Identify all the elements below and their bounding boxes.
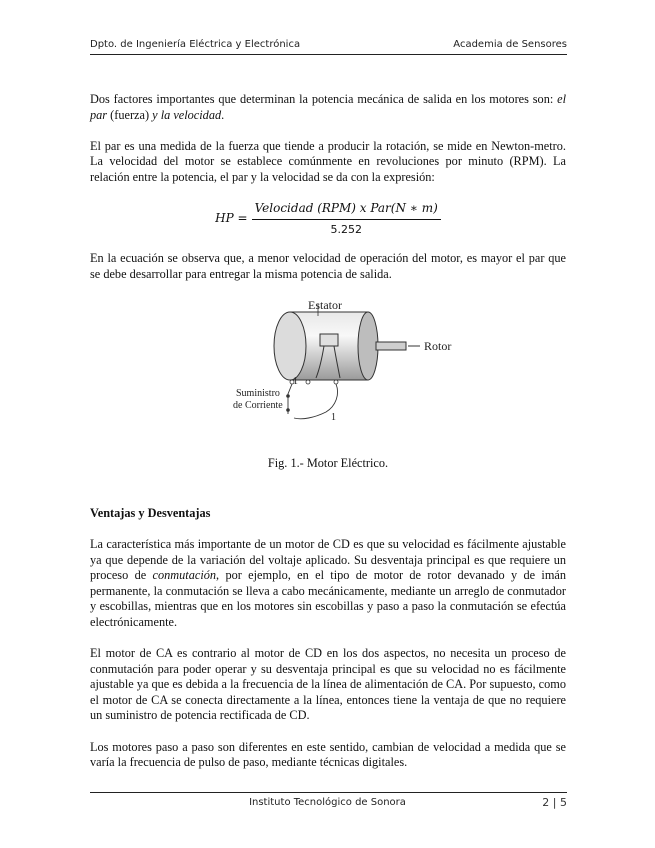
equation-numerator: Velocidad (RPM) x Par(N ∗ m) [252, 201, 441, 220]
label-supply-1: Suministro [236, 388, 280, 400]
paragraph-factors: Dos factores importantes que determinan la potencia mecánica de salida en los motores son: el par (fuerza) y la velocidad. [90, 92, 566, 122]
label-supply-2: de Corriente [233, 400, 283, 412]
page-header [90, 38, 567, 54]
paragraph-dc-motor: La característica más importante de un motor de CD es que su velocidad es fácilmente ajustable ya que depende de la variación del voltaje aplicado. Su desventaja principal es que requiere un proceso de conmutación, por ejemplo, en el tipo de motor de rotor devanado y de imán permanente, la conmutación se lleva a cabo mecánicamente, mediante un arreglo de conmutador y escobillas, mientras que en los motores sin escobillas y paso a paso la conmutación se efectúa electrónicamente. [90, 536, 566, 629]
equation-lhs: HP = [215, 211, 248, 226]
power-equation [90, 201, 566, 237]
equation-fraction [252, 201, 441, 237]
rotor-shaft [376, 342, 406, 350]
footer-institute: Instituto Tecnológico de Sonora [249, 797, 406, 808]
document-body [90, 92, 566, 786]
motor-figure [90, 298, 566, 444]
footer-rule [90, 792, 567, 793]
equation-denominator: 5.252 [330, 222, 362, 236]
motor-end-cap [274, 312, 306, 380]
page-number: 2 | 5 [542, 796, 567, 809]
commutator-box [320, 334, 338, 346]
header-rule [90, 54, 567, 55]
section-title: Ventajas y Desventajas [90, 505, 211, 520]
motor-back-cap [358, 312, 378, 380]
label-rotor: Rotor [424, 339, 452, 354]
figure-caption: Fig. 1.- Motor Eléctrico. [267, 456, 389, 471]
paragraph-ac-motor: El motor de CA es contrario al motor de CD en los dos aspectos, no necesita un proceso de conmutación para poder operar y su desventaja principal es que su velocidad no es fácilmente ajustable ya que es debida a la frecuencia de la línea de alimentación de CA. Por supuesto, como el motor de CA se conecta directamente a la línea, entonces tiene la ventaja de que no requiere un suministro de potencia rectificada de CD. [90, 646, 566, 723]
label-stator: Estator [308, 298, 342, 313]
paragraph-torque: El par es una medida de la fuerza que tiende a producir la rotación, se mide en Newton-metro. La velocidad del motor se establece comúnmente en revoluciones por minuto (RPM). La relación entre la potencia, el par y la velocidad se da con la expresión: [90, 138, 566, 184]
paragraph-equation-note: En la ecuación se observa que, a menor velocidad de operación del motor, es mayor el par que se debe desarrollar para entregar la misma potencia de salida. [90, 251, 566, 281]
paragraph-stepper-motor: Los motores paso a paso son diferentes en este sentido, cambian de velocidad a medida que se varía la frecuencia de pulso de paso, mediante técnicas digitales. [90, 739, 566, 770]
header-department: Dpto. de Ingeniería Eléctrica y Electrónica [90, 39, 301, 50]
label-terminal-1: 1 [293, 376, 298, 388]
label-terminal-2: 1 [331, 412, 336, 424]
header-academy: Academia de Sensores [453, 39, 567, 50]
motor-diagram [90, 298, 566, 444]
